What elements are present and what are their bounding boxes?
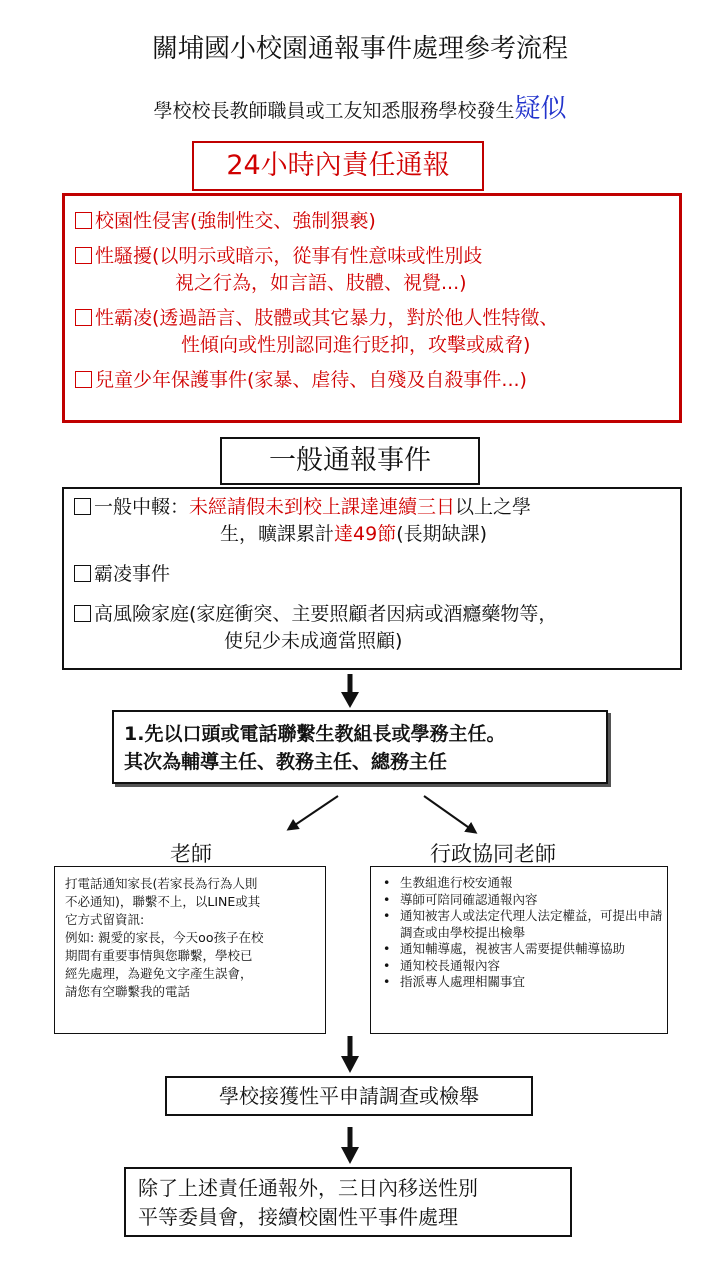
page-title: 關埔國小校園通報事件處理參考流程	[151, 34, 568, 64]
checkbox-icon	[74, 498, 91, 515]
step3-line1: 除了上述責任通報外，三日內移送性別	[138, 1176, 478, 1200]
urgent-item-bullying	[75, 305, 679, 332]
general-item-dropout-cont	[74, 521, 680, 548]
admin-action-item: • 指派專人處理相關事宜	[381, 974, 663, 991]
teacher-line: 它方式留資訊:	[65, 912, 145, 927]
urgent-item-sexual-assault	[75, 208, 679, 235]
step3-line2: 平等委員會，接續校園性平事件處理	[138, 1205, 458, 1229]
subtitle	[0, 88, 720, 125]
general-report-heading: 一般通報事件	[220, 437, 480, 485]
general-item-text: 生，曠課累計	[220, 523, 335, 545]
teacher-line: 打電話通知家長(若家長為行為人則	[65, 876, 258, 891]
arrow-to-step1	[341, 674, 359, 708]
general-item-high-risk-family	[74, 601, 680, 628]
arrow-to-step3	[341, 1127, 359, 1164]
teacher-line: 期間有重要事情與您聯繫，學校已	[65, 948, 253, 963]
arrow-to-step2	[341, 1036, 359, 1073]
general-item-text: (長期缺課)	[396, 523, 488, 545]
checkbox-icon	[74, 605, 91, 622]
general-report-list	[62, 487, 682, 670]
teacher-label: 老師	[170, 842, 212, 866]
general-item-text: 一般中輟：	[94, 496, 190, 518]
urgent-item-text: 校園性侵害(強制性交、強制猥褻)	[95, 210, 376, 232]
subtitle-text: 學校校長教師職員或工友知悉服務學校發生	[153, 100, 515, 122]
checkbox-icon	[75, 309, 92, 326]
urgent-item-text: 性騷擾(以明示或暗示，從事有性意味或性別歧	[95, 245, 483, 267]
step-contact-directors	[112, 710, 608, 784]
admin-action-item: • 生教組進行校安通報	[381, 875, 663, 892]
general-item-highlight: 達49節	[334, 523, 397, 545]
step-transfer-committee	[124, 1167, 572, 1237]
admin-action-item: • 通知輔導處，視被害人需要提供輔導協助	[381, 941, 663, 958]
urgent-report-list	[62, 193, 682, 423]
urgent-item-bullying-cont: 性傾向或性別認同進行貶抑，攻擊或威脅)	[181, 334, 531, 356]
checkbox-icon	[75, 212, 92, 229]
admin-action-item: • 通知被害人或法定代理人法定權益，可提出申請調查或由學校提出檢舉	[381, 908, 663, 941]
urgent-item-text: 性霸凌(透過語言、肢體或其它暴力，對於他人性特徵、	[95, 307, 559, 329]
checkbox-icon	[75, 247, 92, 264]
urgent-report-heading: 24小時內責任通報	[192, 141, 484, 191]
general-item-high-risk-family-cont: 使兒少未成適當照顧)	[224, 630, 403, 652]
checkbox-icon	[75, 371, 92, 388]
teacher-line: 不必通知)，聯繫不上，以LINE或其	[65, 894, 261, 909]
general-item-text: 高風險家庭(家庭衝突、主要照顧者因病或酒癮藥物等，	[94, 603, 558, 625]
urgent-item-child-protection	[75, 367, 679, 394]
general-item-bullying	[74, 561, 680, 588]
admin-actions-box	[370, 866, 668, 1034]
general-item-highlight: 未經請假未到校上課達連續三日	[189, 496, 456, 518]
step1-line1: 1.先以口頭或電話聯繫生教組長或學務主任。	[124, 723, 506, 745]
admin-label: 行政協同老師	[430, 842, 556, 866]
subtitle-emphasis: 疑似	[514, 94, 567, 124]
urgent-item-text: 兒童少年保護事件(家暴、虐待、自殘及自殺事件...)	[95, 369, 527, 391]
admin-action-item: • 通知校長通報內容	[381, 958, 663, 975]
general-item-dropout	[74, 494, 680, 521]
urgent-item-harassment-cont: 視之行為，如言語、肢體、視覺...)	[175, 272, 467, 294]
admin-action-item: • 導師可陪同確認通報內容	[381, 892, 663, 909]
teacher-line: 例如: 親愛的家長，今天oo孩子在校	[65, 930, 264, 945]
teacher-line: 經先處理，為避免文字產生誤會，	[65, 966, 253, 981]
checkbox-icon	[74, 565, 91, 582]
step1-line2: 其次為輔導主任、教務主任、總務主任	[124, 751, 448, 773]
urgent-item-harassment	[75, 243, 679, 270]
general-item-text: 以上之學	[455, 496, 532, 518]
general-item-text: 霸凌事件	[94, 563, 171, 585]
teacher-line: 請您有空聯繫我的電話	[65, 984, 191, 999]
arrow-to-admin	[424, 796, 475, 832]
step-receive-application: 學校接獲性平申請調查或檢舉	[165, 1076, 533, 1116]
arrow-to-teacher	[289, 796, 338, 829]
teacher-actions-box	[54, 866, 326, 1034]
